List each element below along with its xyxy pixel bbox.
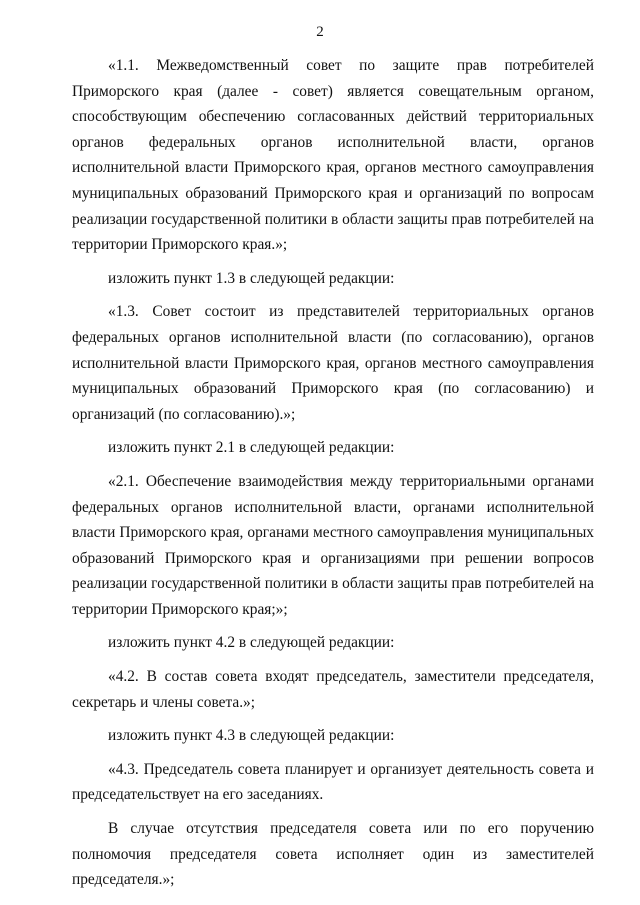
document-body xyxy=(72,53,594,893)
paragraph-instruction-4-2: изложить пункт 4.2 в следующей редакции: xyxy=(108,634,395,652)
paragraph-instruction-4-3: изложить пункт 4.3 в следующей редакции: xyxy=(108,727,395,745)
page-number: 2 xyxy=(316,24,324,40)
paragraph-item-4-3: «4.3. Председатель совета планирует и организует деятельность совета и председательствует на его заседаниях. xyxy=(72,760,594,804)
paragraph-item-2-1: «2.1. Обеспечение взаимодействия между территориальными органами федеральных органов исполнительной власти, органами исполнительной власти Приморского края, органами местного самоуправления муниципальных образований Приморского края и организациями при решении вопросов реализации государственной политики в области защиты прав потребителей на территории Приморского края;»; xyxy=(72,472,594,618)
paragraph-item-1-3: «1.3. Совет состоит из представителей территориальных органов федеральных органов исполнительной власти (по согласованию), органов исполнительной власти Приморского края, органов местного самоуправления муниципальных образований Приморского края (по согласованию) и организаций (по согласованию).»; xyxy=(72,303,594,423)
paragraph-instruction-2-1: изложить пункт 2.1 в следующей редакции: xyxy=(108,439,395,457)
paragraph-instruction-1-3: изложить пункт 1.3 в следующей редакции: xyxy=(108,269,395,287)
paragraph-item-4-2: «4.2. В состав совета входят председатель, заместители председателя, секретарь и члены совета.»; xyxy=(72,668,594,711)
paragraph-item-4-3-continued: В случае отсутствия председателя совета или по его поручению полномочия председателя совета исполняет один из заместителей председателя.»; xyxy=(72,820,594,889)
paragraph-item-1-1: «1.1. Межведомственный совет по защите прав потребителей Приморского края (далее - совет) является совещательным органом, способствующим обеспечению согласованных действий территориальных органов федеральных органов исполнительной власти, органов исполнительной власти Приморского края, органов местного самоуправления муниципальных образований Приморского края и организаций по вопросам реализации государственной политики в области защиты прав потребителей на территории Приморского края.»; xyxy=(72,57,594,254)
